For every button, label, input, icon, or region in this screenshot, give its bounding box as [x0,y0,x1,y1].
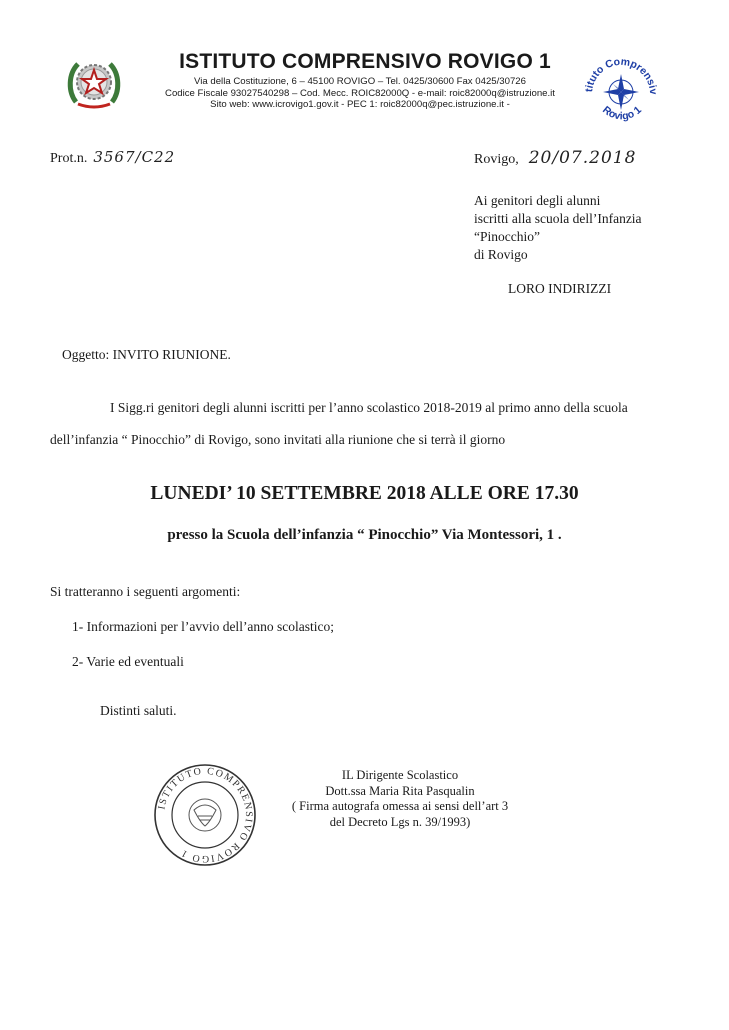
addressee-line: Ai genitori degli alunni [474,193,601,208]
stamp-text: ISTITUTO COMPRENSIVO ROVIGO 1 [156,765,255,865]
handwritten-date: 20/07.2018 [528,148,637,168]
svg-text:ISTITUTO COMPRENSIVO ROVIGO 1 [156,766,254,864]
loro-indirizzi: LORO INDIRIZZI [508,281,612,296]
addressee-block [474,192,642,264]
school-contact-info [150,76,570,111]
svg-text:Rovigo 1 [600,104,644,123]
school-name: ISTITUTO COMPRENSIVO ROVIGO 1 [179,50,551,73]
addressee-line: di Rovigo [474,247,528,262]
protocol-number [50,148,175,167]
place: Rovigo, [474,152,519,167]
italian-republic-emblem [66,52,122,112]
protocol-label: Prot.n. [50,151,88,166]
addressee-line: iscritti alla scuola dell’Infanzia [474,211,642,226]
logo-text-bottom: Rovigo 1 [600,103,644,123]
meeting-date: LUNEDI’ 10 SETTEMBRE 2018 ALLE ORE 17.30 [150,483,579,504]
school-logo [578,48,664,134]
signature-note: del Decreto Lgs n. 39/1993) [329,814,471,829]
addressee-line: “Pinocchio” [474,229,540,244]
topics-intro: Si tratteranno i seguenti argomenti: [50,584,241,599]
signature-name: Dott.ssa Maria Rita Pasqualin [325,783,475,798]
signature-note: ( Firma autografa omessa ai sensi dell’art 3 [291,799,509,813]
body-paragraph-line: dell’infanzia “ Pinocchio” di Rovigo, sono invitati alla riunione che si terrà il giorno [50,432,506,447]
subject-line: Oggetto: INVITO RIUNIONE. [62,347,231,362]
signature-title: IL Dirigente Scolastico [341,768,459,782]
place-date [474,148,636,168]
stamp-emblem-icon [189,799,221,831]
school-stamp [150,760,260,870]
logo-text-top: tituto Comprensiv [583,55,660,95]
topic-item: 2- Varie ed eventuali [72,654,184,669]
fiscal-line: Codice Fiscale 93027540298 – Cod. Mecc. ROIC82000Q - e-mail: roic82000q@istruzione.it [165,87,555,99]
protocol-handwritten: 3567/C22 [93,148,176,166]
closing-salutation: Distinti saluti. [100,703,177,718]
topic-item: 1- Informazioni per l’avvio dell’anno scolastico; [72,619,335,634]
meeting-place: presso la Scuola dell’infanzia “ Pinocchio” Via Montessori, 1 . [167,527,562,543]
body-paragraph-line: I Sigg.ri genitori degli alunni iscritti per l’anno scolastico 2018-2019 al primo anno della scuola [110,400,628,415]
web-line: Sito web: www.icrovigo1.gov.it - PEC 1: roic82000q@pec.istruzione.it - [210,99,510,111]
signature-block [270,768,530,830]
address-line: Via della Costituzione, 6 – 45100 ROVIGO – Tel. 0425/30600 Fax 0425/30726 [194,76,526,87]
